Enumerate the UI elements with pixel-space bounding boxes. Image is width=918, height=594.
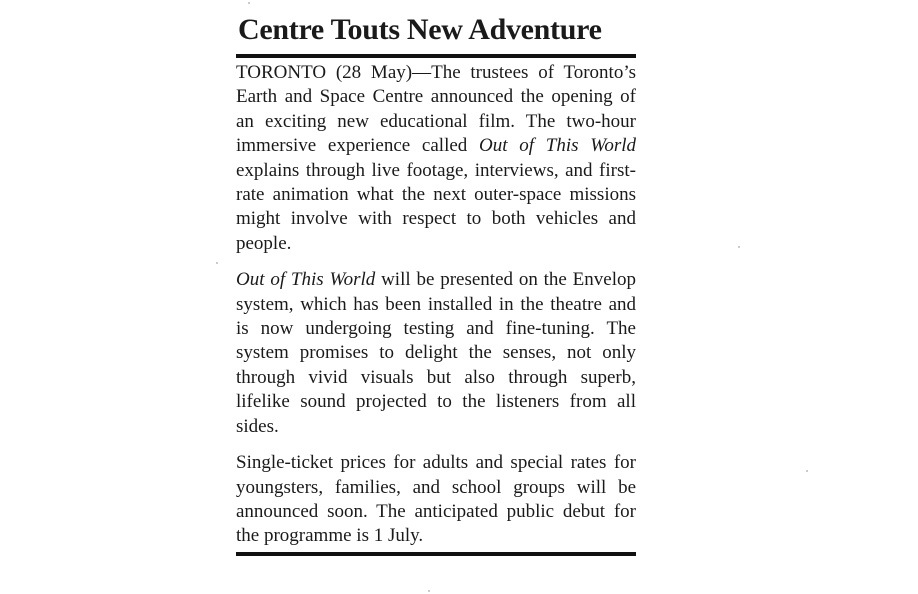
news-article	[236, 10, 636, 556]
paragraph-text: will be presented on the Envelop system, which has been installed in the theatre and is now undergoing testing and fine-tuning. The system promises to delight the senses, not only through vivid visuals but also through superb, lifelike sound projected to the listeners from all sides.	[236, 269, 636, 437]
scan-speck	[806, 470, 808, 472]
article-paragraph	[236, 61, 636, 256]
paragraph-text: explains through live footage, interviews, and first-rate animation what the next outer-space missions might involve with respect to both vehicles and people.	[236, 159, 636, 254]
paragraph-text: TORONTO (28 May)—The trustees of Toronto’s Earth and Space Centre announced the opening of an exciting new educational film. The two-hour immersive experience called	[236, 62, 636, 157]
scan-speck	[428, 590, 430, 592]
scan-speck	[738, 246, 740, 248]
footer-rule	[236, 552, 636, 556]
article-paragraph	[236, 451, 636, 549]
article-body	[236, 61, 636, 549]
article-paragraph	[236, 268, 636, 439]
paragraph-text: Single-ticket prices for adults and special rates for youngsters, families, and school groups will be announced soon. The anticipated public debut for the programme is 1 July.	[236, 452, 636, 547]
article-headline: Centre Touts New Adventure	[238, 13, 602, 46]
film-title-italic: Out of This World	[479, 135, 636, 157]
headline-rule	[236, 54, 636, 58]
film-title-italic: Out of This World	[236, 269, 376, 291]
scan-speck	[216, 262, 218, 264]
scan-speck	[248, 2, 250, 4]
